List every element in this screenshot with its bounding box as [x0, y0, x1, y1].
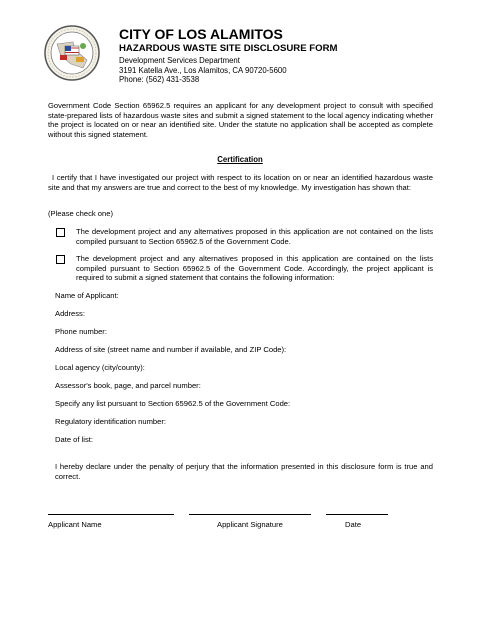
city-seal-logo — [43, 24, 101, 82]
perjury-declaration: I hereby declare under the penalty of perjury that the information presented in this disclosure form is true and correct. — [55, 462, 433, 481]
street-address: 3191 Katella Ave., Los Alamitos, CA 90720-5600 — [119, 66, 287, 75]
checkbox-not-on-list[interactable] — [56, 228, 65, 237]
check-instruction: (Please check one) — [48, 209, 114, 218]
phone-number: Phone: (562) 431-3538 — [119, 75, 200, 84]
option-on-list: The development project and any alternatives proposed in this application are contained on the lists compiled pursuant to Section 65962.5 of the Government Code. Accordingly, the project applicant is required to submit a signed statement that contains the following information: — [76, 254, 433, 283]
date-of-list-field[interactable]: Date of list: — [55, 435, 93, 444]
applicant-signature-line[interactable] — [189, 514, 311, 515]
applicant-signature-label: Applicant Signature — [217, 520, 283, 529]
address-field[interactable]: Address: — [55, 309, 85, 318]
site-address-field[interactable]: Address of site (street name and number if available, and ZIP Code): — [55, 345, 287, 354]
intro-paragraph: Government Code Section 65962.5 requires an applicant for any development project to consult with specified state-prepared lists of hazardous waste sites and submit a signed statement to the local agency indicating whether the project is located on or near an identified site. Under the statute no application shall be accepted as complete without this signed statement. — [48, 101, 433, 139]
assessor-parcel-field[interactable]: Assessor's book, page, and parcel number: — [55, 381, 201, 390]
certification-statement: I certify that I have investigated our project with respect to its location on or near an identified hazardous waste site and that my answers are true and correct to the best of my knowledge. My investigation has shown that: — [48, 173, 433, 192]
applicant-name-label: Applicant Name — [48, 520, 102, 529]
option-not-on-list: The development project and any alternatives proposed in this application are not contained on the lists compiled pursuant to Section 65962.5 of the Government Code. — [76, 227, 433, 246]
checkbox-on-list[interactable] — [56, 255, 65, 264]
form-title: HAZARDOUS WASTE SITE DISCLOSURE FORM — [119, 43, 338, 54]
date-label: Date — [345, 520, 362, 529]
organization-name: CITY OF LOS ALAMITOS — [119, 26, 283, 42]
regulatory-id-field[interactable]: Regulatory identification number: — [55, 417, 167, 426]
local-agency-field[interactable]: Local agency (city/county): — [55, 363, 145, 372]
list-specification-field[interactable]: Specify any list pursuant to Section 65962.5 of the Government Code: — [55, 399, 291, 408]
department-name: Development Services Department — [119, 56, 240, 65]
applicant-name-field[interactable]: Name of Applicant: — [55, 291, 119, 300]
phone-number-field[interactable]: Phone number: — [55, 327, 107, 336]
date-line[interactable] — [326, 514, 388, 515]
applicant-name-line[interactable] — [48, 514, 174, 515]
certification-heading: Certification — [217, 155, 263, 164]
